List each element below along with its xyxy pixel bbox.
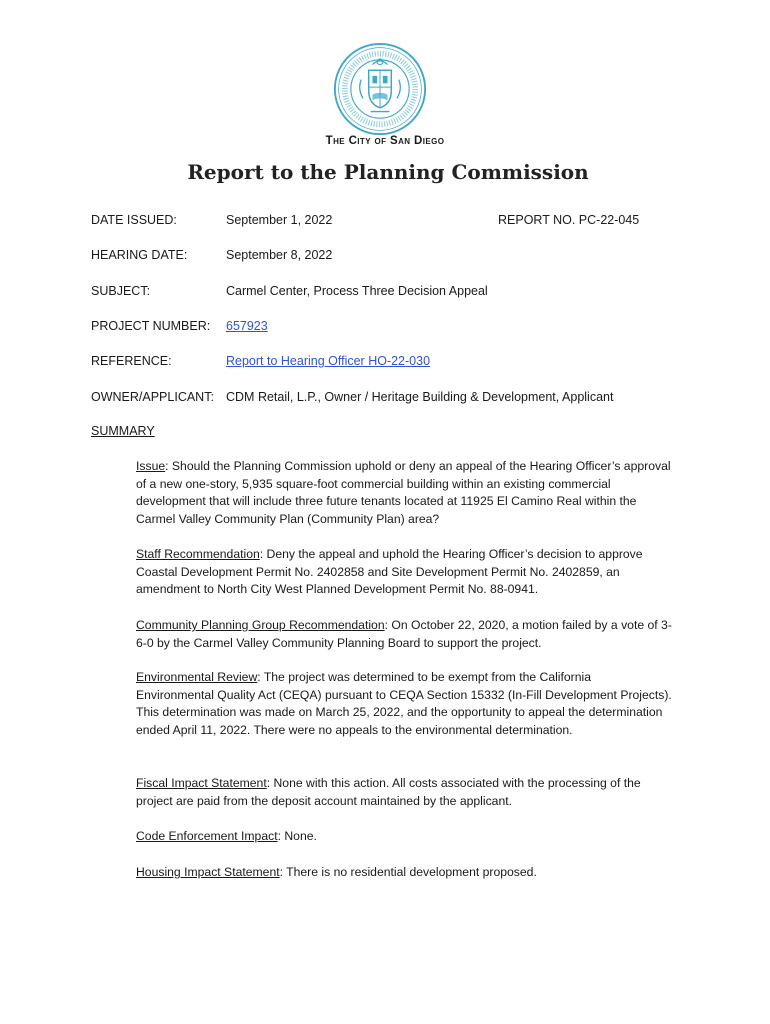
date-issued-value: September 1, 2022 [226,213,333,227]
city-seal-logo [333,42,427,136]
staff-recommendation-paragraph [136,546,672,599]
code-enforcement-text: : None. [277,829,317,843]
code-enforcement-paragraph [136,828,672,846]
environmental-review-text: : The project was determined to be exempt from the California Environmental Quality Act (CEQA) pursuant to CEQA Section 15332 (In-Fill Development Projects). This determination was made on March 25, 2022, and the opportunity to appeal the determination ended April 11, 2022. There were no appeals to the environmental determination. [136,670,672,738]
subject-label: SUBJECT: [91,284,151,298]
date-issued-label: DATE ISSUED: [91,213,177,227]
project-number-link[interactable]: 657923 [226,319,268,333]
housing-impact-paragraph [136,864,672,882]
summary-heading: SUMMARY [91,424,155,438]
reference-label: REFERENCE: [91,354,172,368]
code-enforcement-label: Code Enforcement Impact [136,829,278,843]
housing-impact-text: : There is no residential development proposed. [279,865,537,879]
fiscal-impact-text: : None with this action. All costs associated with the processing of the project are paid from the deposit account maintained by the applicant. [136,776,641,808]
issue-paragraph [136,458,672,529]
community-planning-text: : On October 22, 2020, a motion failed by a vote of 3-6-0 by the Carmel Valley Community Planning Board to support the project. [136,618,672,650]
hearing-date-label: HEARING DATE: [91,248,188,262]
staff-recommendation-label: Staff Recommendation [136,547,260,561]
housing-impact-label: Housing Impact Statement [136,865,280,879]
community-planning-paragraph [136,617,672,652]
staff-recommendation-text: : Deny the appeal and uphold the Hearing Officer’s decision to approve Coastal Development Permit No. 2402858 and Site Development Permit No. 2402859, an amendment to North City West Planned Development Permit No. 88-0941. [136,547,643,597]
issue-text: : Should the Planning Commission uphold or deny an appeal of the Hearing Officer’s approval of a new one-story, 5,935 square-foot commercial building within an existing commercial development that will include three future tenants located at 11925 El Camino Real within the Carmel Valley Community Plan (Community Plan) area? [136,459,671,527]
fiscal-impact-paragraph [136,775,672,810]
environmental-review-paragraph [136,669,672,740]
report-title: Report to the Planning Commission [187,160,589,184]
community-planning-label: Community Planning Group Recommendation [136,618,385,632]
city-name: The City of San Diego [325,135,445,147]
report-number: REPORT NO. PC-22-045 [498,213,640,227]
reference-link[interactable]: Report to Hearing Officer HO-22-030 [226,354,431,368]
fiscal-impact-label: Fiscal Impact Statement [136,776,267,790]
hearing-date-value: September 8, 2022 [226,248,333,262]
owner-applicant-value: CDM Retail, L.P., Owner / Heritage Building & Development, Applicant [226,390,614,404]
environmental-review-label: Environmental Review [136,670,258,684]
subject-value: Carmel Center, Process Three Decision Appeal [226,284,488,298]
issue-label: Issue [136,459,166,473]
project-number-label: PROJECT NUMBER: [91,319,211,333]
owner-applicant-label: OWNER/APPLICANT: [91,390,214,404]
